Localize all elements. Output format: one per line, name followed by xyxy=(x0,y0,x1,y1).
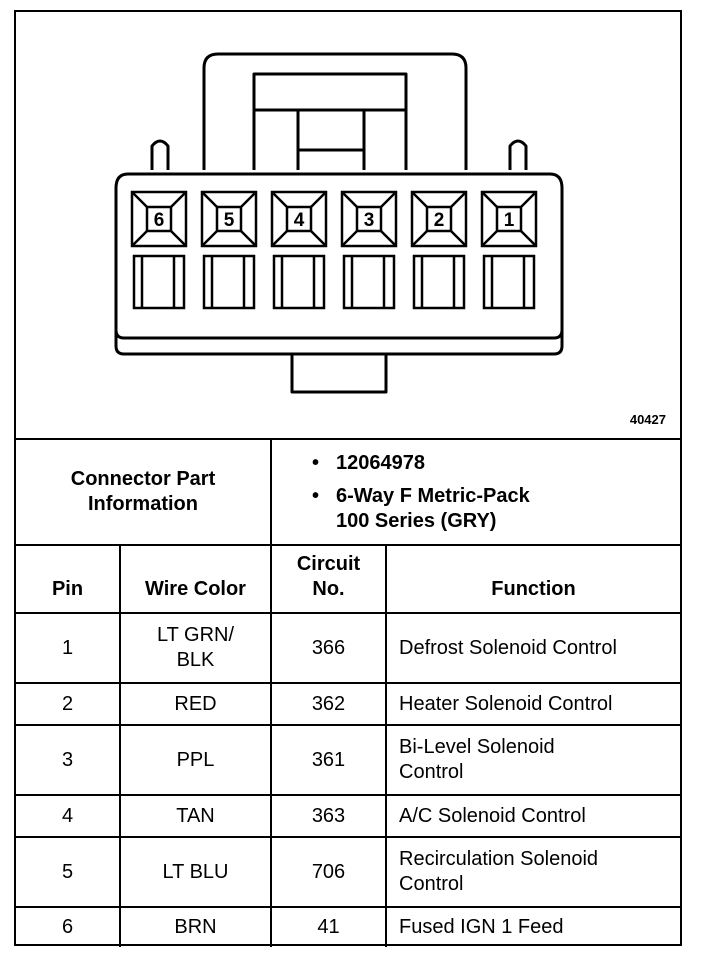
cell-pin: 1 xyxy=(16,613,120,683)
pinout-rows xyxy=(16,613,680,947)
cell-pin: 5 xyxy=(16,837,120,907)
header-pin: Pin xyxy=(16,545,120,613)
pin-number-label: 5 xyxy=(223,210,235,231)
pin-number-label: 1 xyxy=(503,210,515,231)
part-number: • 12064978 xyxy=(312,451,425,474)
cell-circuit: 362 xyxy=(271,683,386,725)
table-row xyxy=(16,795,680,837)
cell-circuit: 361 xyxy=(271,725,386,795)
table-row xyxy=(16,837,680,907)
pin-number-label: 2 xyxy=(433,210,445,231)
cell-circuit: 363 xyxy=(271,795,386,837)
pinout-table xyxy=(16,438,680,947)
header-function: Function xyxy=(386,545,680,613)
header-row xyxy=(16,545,680,613)
pin-cavity-5 xyxy=(202,192,256,308)
part-info-row xyxy=(16,439,680,545)
part-info-details xyxy=(271,439,680,545)
connector-sheet xyxy=(14,10,682,946)
part-description-line2: 100 Series (GRY) xyxy=(336,509,497,532)
cell-wire-color: LT GRN/ BLK xyxy=(120,613,271,683)
part-description: • 6-Way F Metric-Pack xyxy=(312,484,530,507)
figure-id: 40427 xyxy=(629,412,666,427)
connector-diagram xyxy=(16,12,680,438)
cell-wire-color: BRN xyxy=(120,907,271,947)
cell-circuit: 41 xyxy=(271,907,386,947)
latch-top xyxy=(204,54,466,170)
pin-cells xyxy=(132,192,536,308)
table-row xyxy=(16,907,680,947)
table-row xyxy=(16,613,680,683)
pin-cavity-6 xyxy=(132,192,186,308)
cell-pin: 4 xyxy=(16,795,120,837)
pin-number-label: 4 xyxy=(293,210,305,231)
part-info-label-line2: Information xyxy=(88,493,198,515)
bottom-tab xyxy=(292,354,386,392)
cell-wire-color: LT BLU xyxy=(120,837,271,907)
cell-function: Bi-Level Solenoid Control xyxy=(386,725,680,795)
pin-cavity-4 xyxy=(272,192,326,308)
cell-pin: 6 xyxy=(16,907,120,947)
cell-circuit: 706 xyxy=(271,837,386,907)
latch-center xyxy=(298,110,364,150)
cell-pin: 3 xyxy=(16,725,120,795)
pin-cavity-2 xyxy=(412,192,466,308)
part-info-label-line1: Connector Part xyxy=(70,468,216,490)
pin-number-label: 6 xyxy=(153,210,165,231)
header-wire-color: Wire Color xyxy=(120,545,271,613)
header-circuit: Circuit No. xyxy=(271,545,386,613)
post-left xyxy=(152,141,168,170)
table-row xyxy=(16,683,680,725)
cell-circuit: 366 xyxy=(271,613,386,683)
connector-drawing xyxy=(16,12,680,438)
pin-cavity-1 xyxy=(482,192,536,308)
cell-wire-color: TAN xyxy=(120,795,271,837)
cell-function: A/C Solenoid Control xyxy=(386,795,680,837)
connector-lip xyxy=(116,330,562,354)
cell-wire-color: PPL xyxy=(120,725,271,795)
latch-inner xyxy=(254,74,406,110)
part-info-label xyxy=(16,439,271,545)
cell-function: Fused IGN 1 Feed xyxy=(386,907,680,947)
cell-wire-color: RED xyxy=(120,683,271,725)
cell-function: Heater Solenoid Control xyxy=(386,683,680,725)
cell-pin: 2 xyxy=(16,683,120,725)
table-row xyxy=(16,725,680,795)
cell-function: Defrost Solenoid Control xyxy=(386,613,680,683)
pin-number-label: 3 xyxy=(363,210,375,231)
post-right xyxy=(510,141,526,170)
cell-function: Recirculation Solenoid Control xyxy=(386,837,680,907)
pin-cavity-3 xyxy=(342,192,396,308)
